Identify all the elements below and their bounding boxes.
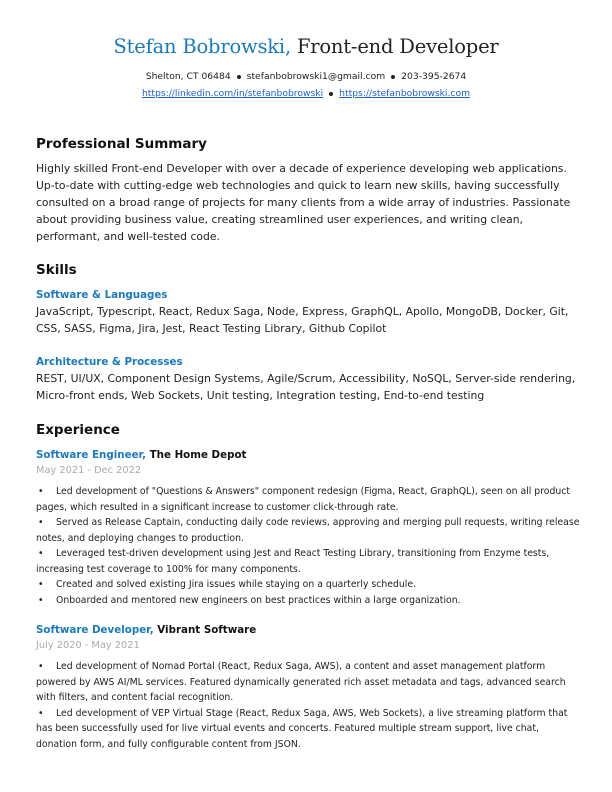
email: stefanbobrowski1@gmail.com [246,71,386,82]
list-item: • Led development of "Questions & Answers" component redesign (Figma, React, GraphQL), seen on all product pages, which resulted in a significant increase to customer click-through rate. [36,486,571,513]
job-dates: May 2021 - Dec 2022 [36,465,142,476]
candidate-name: Stefan Bobrowski, [113,35,291,58]
job-company: Vibrant Software [157,624,257,636]
bullet-icon: • [38,707,44,719]
list-item: • Served as Release Captain, conducting daily code reviews, approving and merging pull requests, writing release notes, and deploying changes to production. [36,517,580,544]
bullet-icon: • [38,594,44,606]
section-heading-skills: Skills [36,262,77,278]
separator-dot-icon [329,92,333,96]
linkedin-link[interactable]: https://linkedin.com/in/stefanbobrowski [141,88,324,99]
bullet-icon: • [38,548,44,559]
job-bullets [36,659,581,752]
list-item: • Onboarded and mentored new engineers on best practices within a large organization. [36,593,581,609]
contact-line [0,71,612,82]
job-dates: July 2020 - May 2021 [36,640,140,651]
section-heading-summary: Professional Summary [36,136,207,152]
list-item: • Led development of VEP Virtual Stage (React, Redux Saga, AWS, Web Sockets), a live streaming platform that has been successfully used for live virtual events and concerts. Featured multiple stream support, live chat, donation form, and fully configurable content from JSON. [36,707,568,750]
skills-group-title: Architecture & Processes [36,356,183,368]
job-title: Front-end Developer [296,35,499,58]
skills-group-text: JavaScript, Typescript, React, Redux Saga, Node, Express, GraphQL, Apollo, MongoDB, Docker, Git, CSS, SASS, Figma, Jira, Jest, React Testing Library, Github Copilot [36,305,569,335]
resume-header-title [0,35,612,58]
section-heading-experience: Experience [36,422,120,438]
bullet-icon: • [38,486,44,497]
job-heading [36,624,256,636]
bullet-icon: • [38,661,44,672]
separator-dot-icon [237,75,241,79]
skills-group-title: Software & Languages [36,289,168,301]
list-item: • Leveraged test-driven development using Jest and React Testing Library, transitioning from Enzyme tests, increasing test coverage to 100% for many components. [36,548,550,575]
job-role: Software Developer, [36,624,154,636]
skills-group-text: REST, UI/UX, Component Design Systems, Agile/Scrum, Accessibility, NoSQL, Server-side rendering, Micro-front ends, Web Sockets, Unit testing, Integration testing, End-to-end testing [36,372,576,402]
job-bullets [36,484,581,608]
list-item: • Created and solved existing Jira issues while staying on a quarterly schedule. [36,577,581,593]
links-line [0,88,612,99]
website-link[interactable]: https://stefanbobrowski.com [339,88,471,99]
summary-text: Highly skilled Front-end Developer with over a decade of experience developing web applications. Up-to-date with cutting-edge web technologies and quick to learn new skills, having successfully consulted on a broad range of projects for many clients from a wide array of industries. Passionate about providing business value, creating streamlined user experiences, and writing clean, performant, and well-tested code. [36,162,571,243]
bullet-icon: • [38,517,44,528]
bullet-icon: • [38,579,44,590]
location: Shelton, CT 06484 [145,71,231,82]
separator-dot-icon [391,75,395,79]
job-role: Software Engineer, [36,449,147,461]
list-item: • Led development of Nomad Portal (React, Redux Saga, AWS), a content and asset management platform powered by AWS AI/ML services. Featured dynamically generated rich asset metadata and tags, advanced search with filters, and content facial recognition. [36,661,566,703]
job-company: The Home Depot [149,449,247,461]
phone: 203-395-2674 [401,71,467,82]
job-heading [36,449,246,461]
